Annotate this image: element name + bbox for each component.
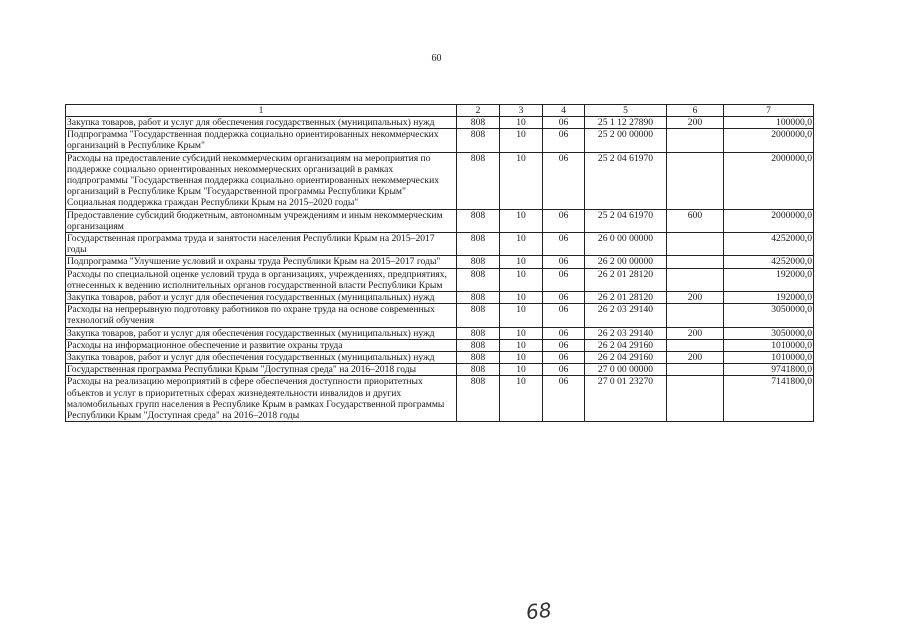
row-csr: 26 2 04 29160 bbox=[585, 339, 667, 351]
row-vr: 600 bbox=[667, 209, 724, 232]
row-vr bbox=[667, 268, 724, 291]
row-rz: 10 bbox=[500, 209, 543, 232]
row-csr: 26 2 03 29140 bbox=[585, 327, 667, 339]
row-name: Предоставление субсидий бюджетным, автономным учреждениям и иным некоммерческим организациям bbox=[66, 209, 457, 232]
row-amount: 9741800,0 bbox=[724, 364, 814, 376]
row-ved: 808 bbox=[457, 327, 500, 339]
row-name: Подпрограмма "Государственная поддержка социально ориентированных некоммерческих организаций в Республике Крым" bbox=[66, 129, 457, 152]
row-pr: 06 bbox=[543, 304, 585, 327]
row-name: Расходы на предоставление субсидий некоммерческим организациям на мероприятия по поддержке социально ориентированных некоммерческих организаций в рамках подпрограммы "Государственная поддержка социально ориентированных некоммерческих организаций в Республике Крым "Государственной программы Республики Крым" Социальная поддержка граждан Республики Крым на 2015–2020 годы" bbox=[66, 152, 457, 209]
row-rz: 10 bbox=[500, 268, 543, 291]
page-number: 60 bbox=[431, 53, 442, 64]
row-ved: 808 bbox=[457, 233, 500, 256]
row-amount: 1010000,0 bbox=[724, 339, 814, 351]
row-amount: 1010000,0 bbox=[724, 352, 814, 364]
row-amount: 192000,0 bbox=[724, 268, 814, 291]
row-amount: 100000,0 bbox=[724, 117, 814, 129]
row-ved: 808 bbox=[457, 352, 500, 364]
table-row bbox=[66, 152, 814, 209]
row-rz: 10 bbox=[500, 339, 543, 351]
row-csr: 27 0 00 00000 bbox=[585, 364, 667, 376]
row-amount: 2000000,0 bbox=[724, 129, 814, 152]
row-pr: 06 bbox=[543, 152, 585, 209]
handwritten-page-mark: 68 bbox=[524, 597, 553, 625]
row-csr: 26 2 03 29140 bbox=[585, 304, 667, 327]
row-pr: 06 bbox=[543, 352, 585, 364]
row-rz: 10 bbox=[500, 304, 543, 327]
row-csr: 26 2 01 28120 bbox=[585, 292, 667, 304]
row-name: Закупка товаров, работ и услуг для обеспечения государственных (муниципальных) нужд bbox=[66, 352, 457, 364]
row-amount: 2000000,0 bbox=[724, 152, 814, 209]
row-csr: 26 2 04 29160 bbox=[585, 352, 667, 364]
row-csr: 26 2 01 28120 bbox=[585, 268, 667, 291]
row-vr bbox=[667, 152, 724, 209]
row-csr: 27 0 01 23270 bbox=[585, 376, 667, 422]
row-name: Государственная программа труда и занятости населения Республики Крым на 2015–2017 годы bbox=[66, 233, 457, 256]
row-rz: 10 bbox=[500, 327, 543, 339]
table-row bbox=[66, 268, 814, 291]
row-amount: 3050000,0 bbox=[724, 304, 814, 327]
table-row bbox=[66, 339, 814, 351]
table-row bbox=[66, 233, 814, 256]
row-csr: 25 1 12 27890 bbox=[585, 117, 667, 129]
row-pr: 06 bbox=[543, 209, 585, 232]
row-pr: 06 bbox=[543, 117, 585, 129]
row-amount: 4252000,0 bbox=[724, 256, 814, 268]
row-pr: 06 bbox=[543, 364, 585, 376]
row-ved: 808 bbox=[457, 209, 500, 232]
table-row bbox=[66, 352, 814, 364]
row-name: Закупка товаров, работ и услуг для обеспечения государственных (муниципальных) нужд bbox=[66, 292, 457, 304]
row-rz: 10 bbox=[500, 233, 543, 256]
row-vr bbox=[667, 376, 724, 422]
row-pr: 06 bbox=[543, 376, 585, 422]
row-name: Расходы на информационное обеспечение и развитие охраны труда bbox=[66, 339, 457, 351]
row-rz: 10 bbox=[500, 352, 543, 364]
row-vr bbox=[667, 256, 724, 268]
row-amount: 192000,0 bbox=[724, 292, 814, 304]
row-ved: 808 bbox=[457, 364, 500, 376]
row-name: Расходы на непрерывную подготовку работников по охране труда на основе современных технологий обучения bbox=[66, 304, 457, 327]
col-header-3: 3 bbox=[500, 105, 543, 117]
row-name: Государственная программа Республики Крым "Доступная среда" на 2016–2018 годы bbox=[66, 364, 457, 376]
row-name: Расходы по специальной оценке условий труда в организациях, учреждениях, предприятиях, отнесенных к ведению исполнительных органов государственной власти Республики Крым bbox=[66, 268, 457, 291]
row-amount: 7141800,0 bbox=[724, 376, 814, 422]
row-vr bbox=[667, 129, 724, 152]
col-header-4: 4 bbox=[543, 105, 585, 117]
table-row bbox=[66, 209, 814, 232]
row-ved: 808 bbox=[457, 268, 500, 291]
row-vr: 200 bbox=[667, 352, 724, 364]
row-vr bbox=[667, 339, 724, 351]
row-csr: 26 0 00 00000 bbox=[585, 233, 667, 256]
row-ved: 808 bbox=[457, 152, 500, 209]
row-amount: 3050000,0 bbox=[724, 327, 814, 339]
row-rz: 10 bbox=[500, 152, 543, 209]
row-name: Расходы на реализацию мероприятий в сфере обеспечения доступности приоритетных объектов и услуг в приоритетных сферах жизнедеятельности инвалидов и других маломобильных групп населения в Республике Крым в рамках Государственной программы Республики Крым "Доступная среда" на 2016–2018 годы bbox=[66, 376, 457, 422]
row-amount: 4252000,0 bbox=[724, 233, 814, 256]
row-rz: 10 bbox=[500, 376, 543, 422]
table-row bbox=[66, 256, 814, 268]
table-row bbox=[66, 304, 814, 327]
row-vr: 200 bbox=[667, 117, 724, 129]
row-csr: 25 2 00 00000 bbox=[585, 129, 667, 152]
row-pr: 06 bbox=[543, 292, 585, 304]
row-vr bbox=[667, 364, 724, 376]
row-rz: 10 bbox=[500, 129, 543, 152]
row-name: Закупка товаров, работ и услуг для обеспечения государственных (муниципальных) нужд bbox=[66, 117, 457, 129]
row-ved: 808 bbox=[457, 304, 500, 327]
row-name: Закупка товаров, работ и услуг для обеспечения государственных (муниципальных) нужд bbox=[66, 327, 457, 339]
col-header-5: 5 bbox=[585, 105, 667, 117]
row-ved: 808 bbox=[457, 117, 500, 129]
row-vr: 200 bbox=[667, 327, 724, 339]
row-csr: 25 2 04 61970 bbox=[585, 152, 667, 209]
table-row bbox=[66, 129, 814, 152]
row-rz: 10 bbox=[500, 364, 543, 376]
row-csr: 25 2 04 61970 bbox=[585, 209, 667, 232]
row-vr bbox=[667, 233, 724, 256]
table-row bbox=[66, 327, 814, 339]
row-pr: 06 bbox=[543, 256, 585, 268]
col-header-2: 2 bbox=[457, 105, 500, 117]
col-header-6: 6 bbox=[667, 105, 724, 117]
row-vr bbox=[667, 304, 724, 327]
table-row bbox=[66, 364, 814, 376]
row-pr: 06 bbox=[543, 129, 585, 152]
row-ved: 808 bbox=[457, 339, 500, 351]
row-ved: 808 bbox=[457, 376, 500, 422]
row-ved: 808 bbox=[457, 292, 500, 304]
col-header-7: 7 bbox=[724, 105, 814, 117]
row-csr: 26 2 00 00000 bbox=[585, 256, 667, 268]
row-ved: 808 bbox=[457, 129, 500, 152]
row-pr: 06 bbox=[543, 268, 585, 291]
budget-table bbox=[65, 104, 814, 422]
row-ved: 808 bbox=[457, 256, 500, 268]
row-rz: 10 bbox=[500, 256, 543, 268]
row-vr: 200 bbox=[667, 292, 724, 304]
table-row bbox=[66, 292, 814, 304]
row-amount: 2000000,0 bbox=[724, 209, 814, 232]
row-rz: 10 bbox=[500, 117, 543, 129]
row-pr: 06 bbox=[543, 339, 585, 351]
row-rz: 10 bbox=[500, 292, 543, 304]
col-header-1: 1 bbox=[66, 105, 457, 117]
table-row bbox=[66, 376, 814, 422]
column-numbers-row bbox=[66, 105, 814, 117]
row-pr: 06 bbox=[543, 233, 585, 256]
table-row bbox=[66, 117, 814, 129]
row-name: Подпрограмма "Улучшение условий и охраны труда Республики Крым на 2015–2017 годы" bbox=[66, 256, 457, 268]
row-pr: 06 bbox=[543, 327, 585, 339]
